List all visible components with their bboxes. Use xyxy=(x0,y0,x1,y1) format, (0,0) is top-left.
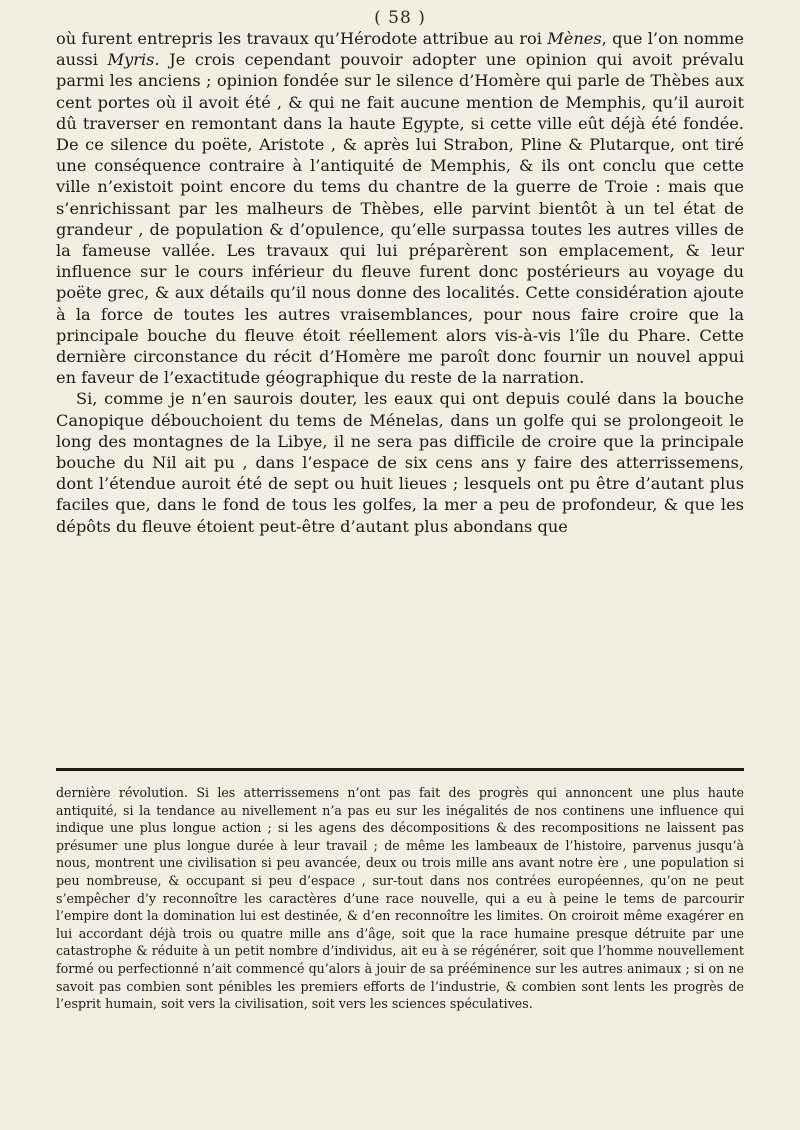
page-number: ( 58 ) xyxy=(374,8,426,28)
paragraph-2: Si, comme je n’en saurois douter, les eaux qui ont depuis coulé dans la bouche Canopique débouchoient du tems de Ménelas, dans un golfe qui se prolongeoit le long des montagnes de la Libye, il ne sera pas difficile de croire que la principale bouche du Nil ait pu , dans l’espace de six cens ans y faire des atterrissemens, dont l’étendue auroit été de sept ou huit lieues ; lesquels ont pu être d’autant plus faciles que, dans le fond de tous les golfes, la mer a peu de profondeur, & que les dépôts du fleuve étoient peut-être d’autant plus abondans que xyxy=(56,389,744,536)
name-menes: Mènes xyxy=(547,29,602,48)
footnote-text: dernière révolution. Si les atterrissemens n’ont pas fait des progrès qui annoncent une plus haute antiquité, si la tendance au nivellement n’a pas eu sur les inégalités de nos continens une influence qui indique une plus longue action ; si les agens des décompositions & des recompositions ne laissent pas présumer une plus longue durée à leur travail ; de même les lambeaux de l’histoire, parvenus jusqu’à nous, montrent une civilisation si peu avancée, deux ou trois mille ans avant notre ère , une population si peu nombreuse, & occupant si peu d’espace , sur-tout dans nos contrées européennes, qu’on ne peut s’empêcher d’y reconnoître les caractères d’une race nouvelle, qui a eu à peine le tems de parcourir l’empire dont la domination lui est destinée, & d’en reconnoître les limites. On croiroit même exagérer en lui accordant déjà trois ou quatre mille ans d’âge, soit que la race humaine presque détruite par une catastrophe & réduite à un petit nombre d’individus, ait eu à se régénérer, soit que l’homme nouvellement formé ou perfectionné n’ait commencé qu’alors à jouir de sa prééminence sur les autres animaux ; si on ne savoit pas combien sont pénibles les premiers efforts de l’industrie, & combien sont lents les progrès de l’esprit humain, soit vers la civilisation, soit vers les sciences spéculatives. xyxy=(56,785,744,1012)
paragraph-1-lead: où furent entrepris les travaux qu’Hérodote attribue au roi xyxy=(56,29,548,48)
footnote xyxy=(56,784,744,1013)
footnote-rule xyxy=(56,768,744,771)
main-text xyxy=(56,28,744,537)
paragraph-1 xyxy=(56,28,744,388)
paragraph-1-rest: . Je crois cependant pouvoir adopter une opinion qui avoit prévalu parmi les anciens ; opinion fondée sur le silence d’Homère qui parle de Thèbes aux cent portes où il avoit été , & qui ne fait aucune mention de Memphis, qu’il auroit dû traverser en remontant dans la haute Egypte, si cette ville eût déjà été fondée. De ce silence du poëte, Aristote , & après lui Strabon, Pline & Plutarque, ont tiré une conséquence contraire à l’antiquité de Memphis, & ils ont conclu que cette ville n’existoit point encore du tems du chantre de la guerre de Troie : mais que s’enrichissant par les malheurs de Thèbes, elle parvint bientôt à un tel état de grandeur , de population & d’opulence, qu’elle surpassa toutes les autres villes de la fameuse vallée. Les travaux qui lui préparèrent son emplacement, & leur influence sur le cours inférieur du fleuve furent donc postérieurs au voyage du poëte grec, & aux détails qu’il nous donne des localités. Cette considération ajoute à la force de toutes les autres vraisemblances, pour nous faire croire que la principale bouche du fleuve étoit réellement alors vis-à-vis l’île du Phare. Cette dernière circonstance du récit d’Homère me paroît donc fournir un nouvel appui en faveur de l’exactitude géographique du reste de la narration. xyxy=(56,50,744,388)
paragraph-1-mid: , que l’on nomme aussi xyxy=(56,29,744,70)
name-myris: Myris xyxy=(107,50,155,70)
